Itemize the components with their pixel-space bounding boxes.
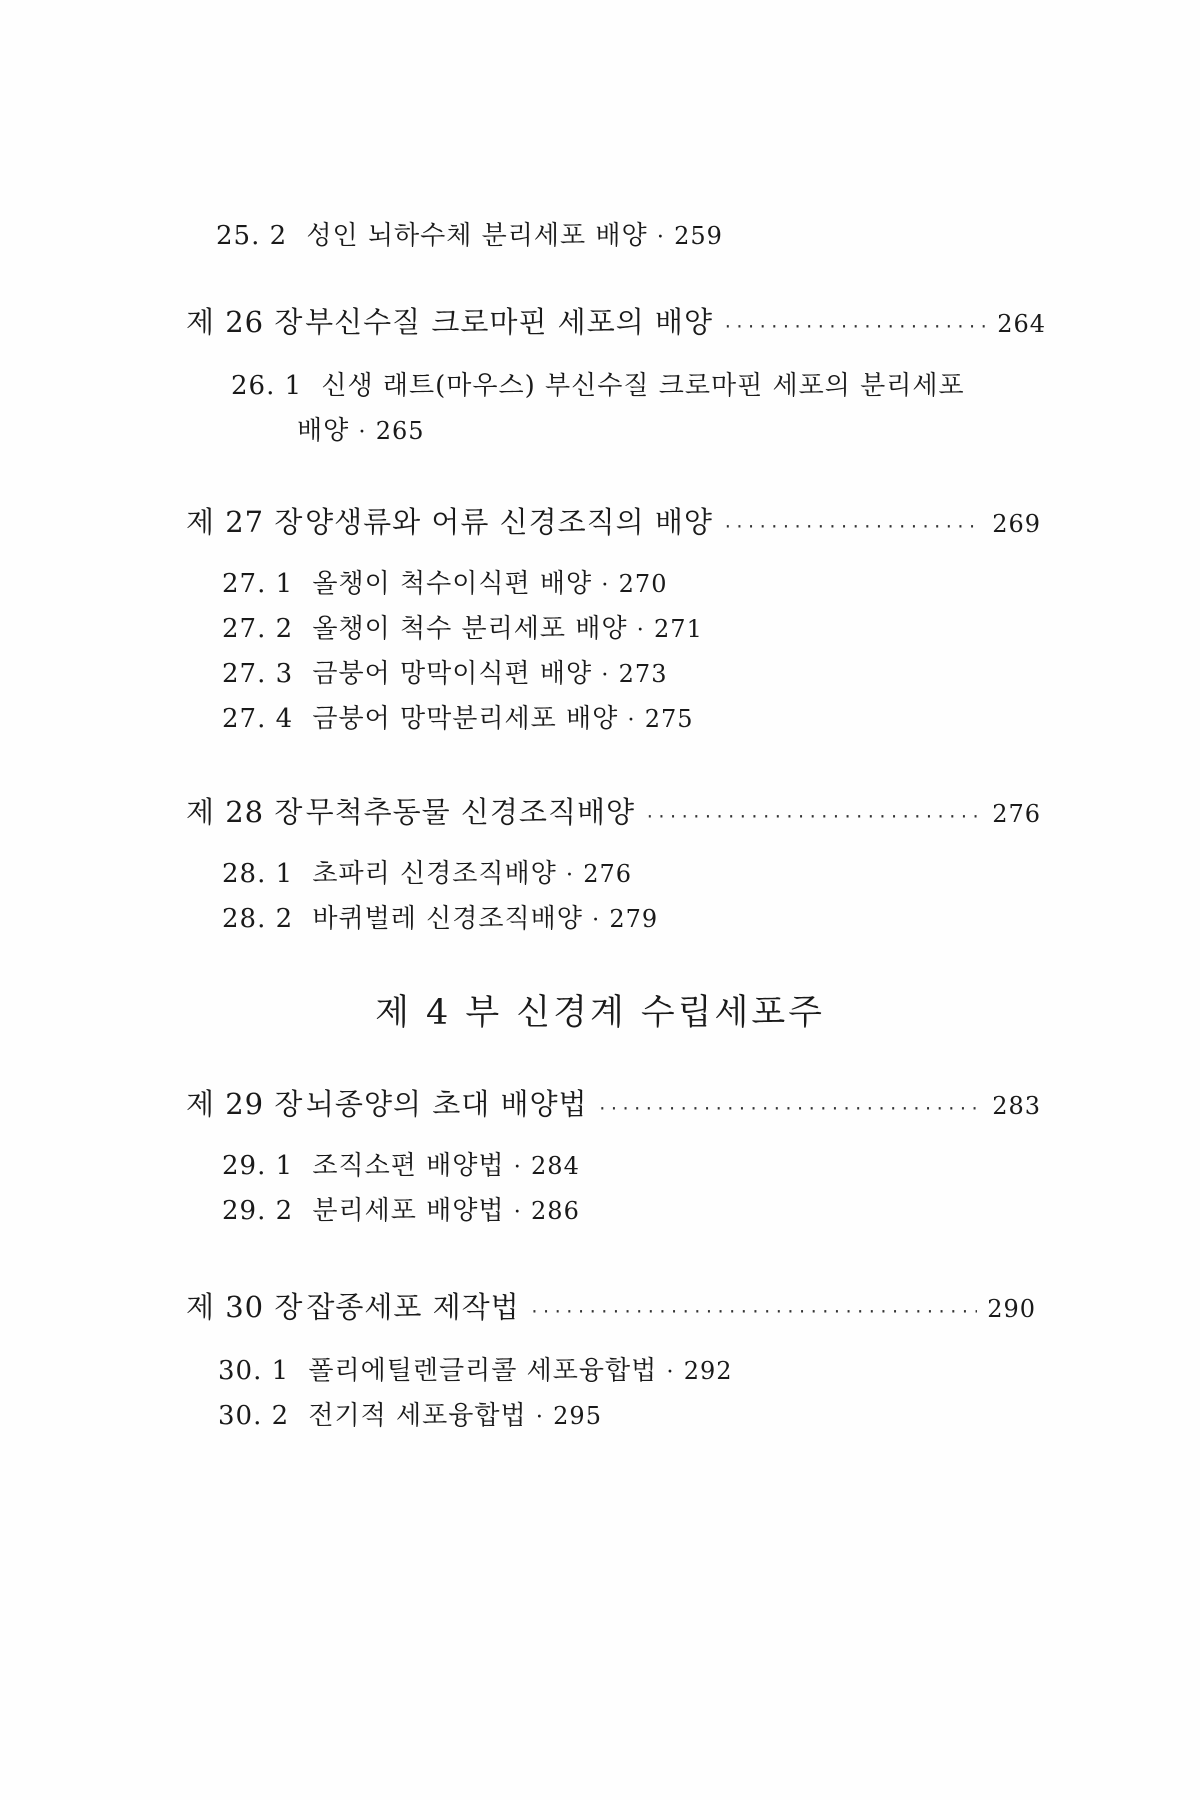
section-title: 조직소편 배양법 bbox=[312, 1151, 505, 1181]
section-title: 바퀴벌레 신경조직배양 bbox=[312, 904, 583, 934]
leader-dots bbox=[723, 517, 982, 536]
section-title: 분리세포 배양법 bbox=[312, 1196, 505, 1226]
chapter-title: 양생류와 어류 신경조직의 배양 bbox=[305, 505, 713, 539]
page-number: 276 bbox=[583, 860, 633, 888]
toc-section-27-1[interactable] bbox=[222, 563, 667, 600]
section-number: 25. 2 bbox=[216, 221, 288, 251]
toc-section-28-2[interactable] bbox=[222, 898, 658, 935]
section-number: 27. 1 bbox=[222, 569, 294, 599]
separator-dot: · bbox=[666, 1360, 675, 1385]
section-title: 올챙이 척수이식편 배양 bbox=[312, 569, 593, 599]
section-number: 28. 1 bbox=[222, 859, 294, 889]
toc-section-28-1[interactable] bbox=[222, 853, 632, 890]
toc-chapter-29[interactable] bbox=[186, 1082, 1041, 1123]
chapter-title: 잡종세포 제작법 bbox=[306, 1290, 520, 1324]
page-number: 264 bbox=[997, 310, 1046, 338]
toc-chapter-27[interactable] bbox=[186, 500, 1041, 541]
separator-dot: · bbox=[535, 1405, 544, 1430]
separator-dot: · bbox=[656, 225, 665, 250]
section-number: 26. 1 bbox=[231, 371, 303, 401]
section-number: 27. 4 bbox=[222, 704, 294, 734]
chapter-title: 부신수질 크로마핀 세포의 배양 bbox=[305, 305, 713, 339]
page-number: 270 bbox=[618, 570, 668, 598]
page-number: 283 bbox=[992, 1092, 1041, 1120]
page-number: 269 bbox=[992, 510, 1041, 538]
toc-chapter-26[interactable] bbox=[186, 300, 1046, 341]
toc-section-30-1[interactable] bbox=[218, 1350, 733, 1387]
section-title: 성인 뇌하수체 분리세포 배양 bbox=[306, 221, 648, 251]
toc-section-27-4[interactable] bbox=[222, 698, 694, 735]
toc-chapter-28[interactable] bbox=[186, 790, 1041, 831]
separator-dot: · bbox=[601, 663, 610, 688]
section-title: 초파리 신경조직배양 bbox=[312, 859, 557, 889]
toc-chapter-30[interactable] bbox=[186, 1285, 1036, 1326]
page-number: 271 bbox=[654, 615, 703, 643]
separator-dot: · bbox=[358, 420, 367, 445]
separator-dot: · bbox=[566, 863, 574, 888]
section-number: 30. 1 bbox=[218, 1356, 290, 1386]
chapter-title: 뇌종양의 초대 배양법 bbox=[305, 1087, 588, 1121]
section-title: 올챙이 척수 분리세포 배양 bbox=[312, 614, 628, 644]
section-number: 27. 2 bbox=[222, 614, 294, 644]
separator-dot: · bbox=[592, 908, 601, 933]
section-title: 전기적 세포융합법 bbox=[308, 1401, 527, 1431]
page-number: 259 bbox=[674, 222, 723, 250]
separator-dot: · bbox=[627, 708, 636, 733]
part-heading bbox=[0, 985, 1200, 1035]
page-number: 276 bbox=[992, 800, 1041, 828]
page-number: 292 bbox=[683, 1357, 733, 1385]
chapter-label: 제 27 장 bbox=[186, 505, 304, 539]
leader-dots bbox=[723, 317, 987, 336]
page-number: 284 bbox=[531, 1152, 580, 1180]
toc-section-27-3[interactable] bbox=[222, 653, 667, 690]
page-number: 295 bbox=[553, 1402, 602, 1430]
chapter-label: 제 28 장 bbox=[186, 795, 304, 829]
section-title-continued: 배양 bbox=[297, 416, 350, 446]
leader-dots bbox=[530, 1302, 978, 1321]
part-title: 제 4 부 신경계 수립세포주 bbox=[375, 993, 825, 1033]
leader-dots bbox=[645, 807, 982, 826]
section-number: 30. 2 bbox=[218, 1401, 290, 1431]
page-number: 265 bbox=[375, 417, 425, 445]
toc-section-26-1[interactable] bbox=[231, 365, 965, 402]
page-number: 275 bbox=[644, 705, 694, 733]
toc-section-26-1-cont bbox=[297, 410, 425, 447]
toc-section-29-1[interactable] bbox=[222, 1145, 580, 1182]
section-title: 금붕어 망막분리세포 배양 bbox=[312, 704, 619, 734]
section-number: 29. 2 bbox=[222, 1196, 294, 1226]
page-number: 286 bbox=[531, 1197, 580, 1225]
page-number: 279 bbox=[609, 905, 659, 933]
chapter-label: 제 29 장 bbox=[186, 1087, 304, 1121]
section-number: 28. 2 bbox=[222, 904, 294, 934]
section-title: 금붕어 망막이식편 배양 bbox=[312, 659, 593, 689]
page-number: 273 bbox=[618, 660, 668, 688]
chapter-label: 제 26 장 bbox=[186, 305, 304, 339]
toc-section-29-2[interactable] bbox=[222, 1190, 580, 1227]
separator-dot: · bbox=[601, 573, 610, 598]
leader-dots bbox=[598, 1099, 983, 1118]
toc-section-30-2[interactable] bbox=[218, 1395, 602, 1432]
separator-dot: · bbox=[513, 1155, 522, 1180]
section-number: 27. 3 bbox=[222, 659, 294, 689]
page-number: 290 bbox=[987, 1295, 1036, 1323]
toc-section-25-2[interactable] bbox=[216, 215, 723, 252]
section-title: 신생 래트(마우스) 부신수질 크로마핀 세포의 분리세포 bbox=[321, 371, 965, 401]
separator-dot: · bbox=[513, 1200, 522, 1225]
toc-section-27-2[interactable] bbox=[222, 608, 703, 645]
chapter-title: 무척추동물 신경조직배양 bbox=[305, 795, 635, 829]
separator-dot: · bbox=[636, 618, 645, 643]
section-number: 29. 1 bbox=[222, 1151, 294, 1181]
chapter-label: 제 30 장 bbox=[186, 1290, 304, 1324]
section-title: 폴리에틸렌글리콜 세포융합법 bbox=[308, 1356, 658, 1386]
